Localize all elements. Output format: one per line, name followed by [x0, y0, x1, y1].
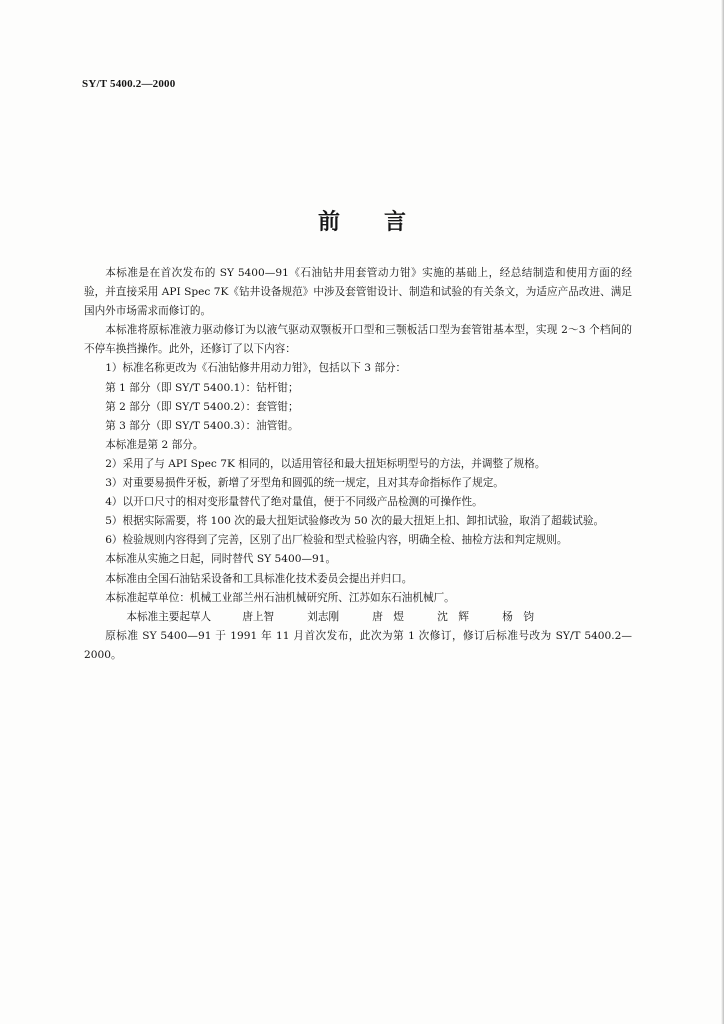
paragraph-revision-summary: 本标准将原标准液力驱动修订为以液气驱动双颚板开口型和三颚板活口型为套管钳基本型，实现 2～3 个档间的不停车换挡操作。此外，还修订了以下内容：	[84, 324, 632, 356]
paragraph-proposer: 本标准由全国石油钻采设备和工具标准化技术委员会提出并归口。	[105, 572, 413, 585]
paragraph-part-2: 第 2 部分（即 SY/T 5400.2）：套管钳；	[105, 400, 299, 413]
foreword-body	[84, 264, 632, 665]
paragraph-drafters	[84, 608, 632, 627]
paragraph-item-5: 5）根据实际需要，将 100 次的最大扭矩试验修改为 50 次的最大扭矩上扣、卸扣试验，取消了超载试验。	[105, 515, 605, 528]
paragraph-item-4: 4）以开口尺寸的相对变形量替代了绝对量值，便于不同级产品检测的可操作性。	[105, 496, 483, 509]
paragraph-item-3: 3）对重要易损件牙板，新增了牙型角和圆弧的统一规定，且对其寿命指标作了规定。	[105, 477, 504, 490]
paragraph-item-1: 1）标准名称更改为《石油钻修井用动力钳》，包括以下 3 部分：	[105, 362, 407, 375]
drafter-name: 杨 钧	[502, 610, 534, 623]
paragraph-replacement: 本标准从实施之日起，同时替代 SY 5400—91。	[105, 553, 337, 566]
paragraph-part-3: 第 3 部分（即 SY/T 5400.3）：油管钳。	[105, 419, 299, 432]
drafter-name: 刘志刚	[307, 610, 340, 623]
paragraph-history: 原标准 SY 5400—91 于 1991 年 11 月首次发布，此次为第 1 次修订，修订后标准号改为 SY/T 5400.2—2000。	[84, 629, 632, 661]
page-title: 前言	[317, 209, 450, 235]
standard-code-header: SY/T 5400.2—2000	[82, 78, 176, 90]
paragraph-item-6: 6）检验规则内容得到了完善，区别了出厂检验和型式检验内容，明确全检、抽检方法和判定规则。	[105, 534, 568, 547]
paragraph-intro: 本标准是在首次发布的 SY 5400—91《石油钻井用套管动力钳》实施的基础上，经总结制造和使用方面的经验，并直接采用 API Spec 7K《钻井设备规范》中涉及套管钳设计、制造和试验的有关条文，为适应产品改进、满足国内外市场需求而修订的。	[84, 267, 632, 318]
drafter-name: 沈 辉	[437, 610, 469, 623]
paragraph-item-2: 2）采用了与 API Spec 7K 相同的，以适用管径和最大扭矩标明型号的方法，并调整了规格。	[105, 457, 546, 470]
drafters-label: 本标准主要起草人	[126, 610, 212, 623]
drafter-name: 唐上智	[242, 610, 275, 623]
paragraph-part-1: 第 1 部分（即 SY/T 5400.1）：钻杆钳；	[105, 381, 299, 394]
paragraph-drafting-units: 本标准起草单位：机械工业部兰州石油机械研究所、江苏如东石油机械厂。	[105, 591, 455, 604]
drafter-name: 唐 煜	[372, 610, 405, 623]
paragraph-this-part: 本标准是第 2 部分。	[105, 438, 204, 451]
